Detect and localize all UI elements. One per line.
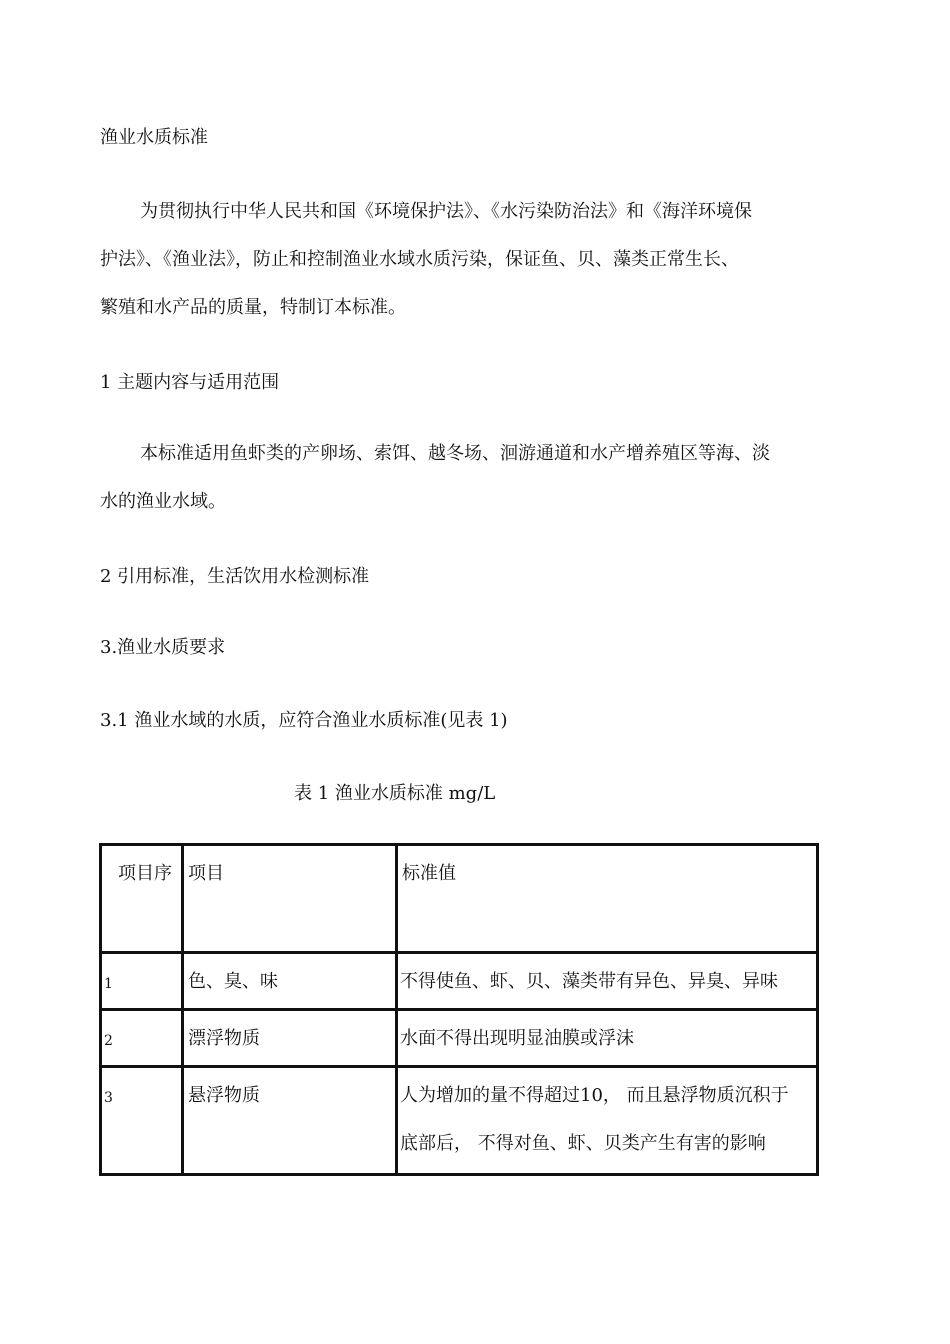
row-value-cell [397, 953, 818, 1010]
header-cell-no [101, 845, 183, 953]
table-caption: 表 1 渔业水质标准 mg/L [294, 783, 496, 804]
row-no-cell [101, 953, 183, 1010]
header-cell-item [183, 845, 397, 953]
table-row [101, 1067, 818, 1175]
row-value [398, 1056, 816, 1168]
intro-line-2: 护法》、《渔业法》，防止和控制渔业水域水质污染，保证鱼、贝、藻类正常生长、 [100, 249, 739, 270]
section-1-heading: 1 主题内容与适用范围 [100, 372, 280, 393]
header-value-label: 标准值 [402, 863, 456, 884]
row-item: 色、臭、味 [188, 971, 278, 992]
intro-line-3: 繁殖和水产品的质量，特制订本标准。 [100, 297, 406, 318]
section-1-line-1: 本标准适用鱼虾类的产卵场、索饵、越冬场、洄游通道和水产增养殖区等海、淡 [140, 443, 770, 464]
intro-line-1: 为贯彻执行中华人民共和国《环境保护法》、《水污染防治法》和《海洋环境保 [140, 201, 752, 222]
header-cell-value [397, 845, 818, 953]
row-value: 不得使鱼、虾、贝、藻类带有异色、异臭、异味 [400, 971, 778, 992]
section-1-line-2: 水的渔业水域。 [100, 491, 226, 512]
row-item-cell [183, 1067, 397, 1175]
section-2-heading: 2 引用标准，生活饮用水检测标准 [100, 566, 370, 587]
water-quality-table [99, 843, 819, 1176]
section-3-heading: 3.渔业水质要求 [100, 637, 226, 658]
row-no: 2 [104, 1033, 113, 1049]
document-title: 渔业水质标准 [100, 127, 208, 148]
row-no-cell [101, 1010, 183, 1067]
row-value-line-2: 底部后， 不得对鱼、虾、贝类产生有害的影响 [400, 1133, 766, 1154]
table-row [101, 953, 818, 1010]
row-no: 3 [104, 1090, 113, 1106]
row-value-line-1: 人为增加的量不得超过10， 而且悬浮物质沉积于 [400, 1085, 789, 1106]
row-no-cell [101, 1067, 183, 1175]
row-item-cell [183, 953, 397, 1010]
table-header-row [101, 845, 818, 953]
header-item-label: 项目 [188, 863, 224, 884]
row-no: 1 [104, 976, 113, 992]
row-item: 漂浮物质 [188, 1028, 260, 1049]
row-item: 悬浮物质 [188, 1085, 260, 1106]
section-3-1-text: 3.1 渔业水域的水质，应符合渔业水质标准(见表 1) [100, 710, 508, 731]
row-value-cell [397, 1067, 818, 1175]
row-value: 水面不得出现明显油膜或浮沫 [400, 1028, 634, 1049]
row-item-cell [183, 1010, 397, 1067]
header-no-label: 项目序 [118, 863, 172, 884]
